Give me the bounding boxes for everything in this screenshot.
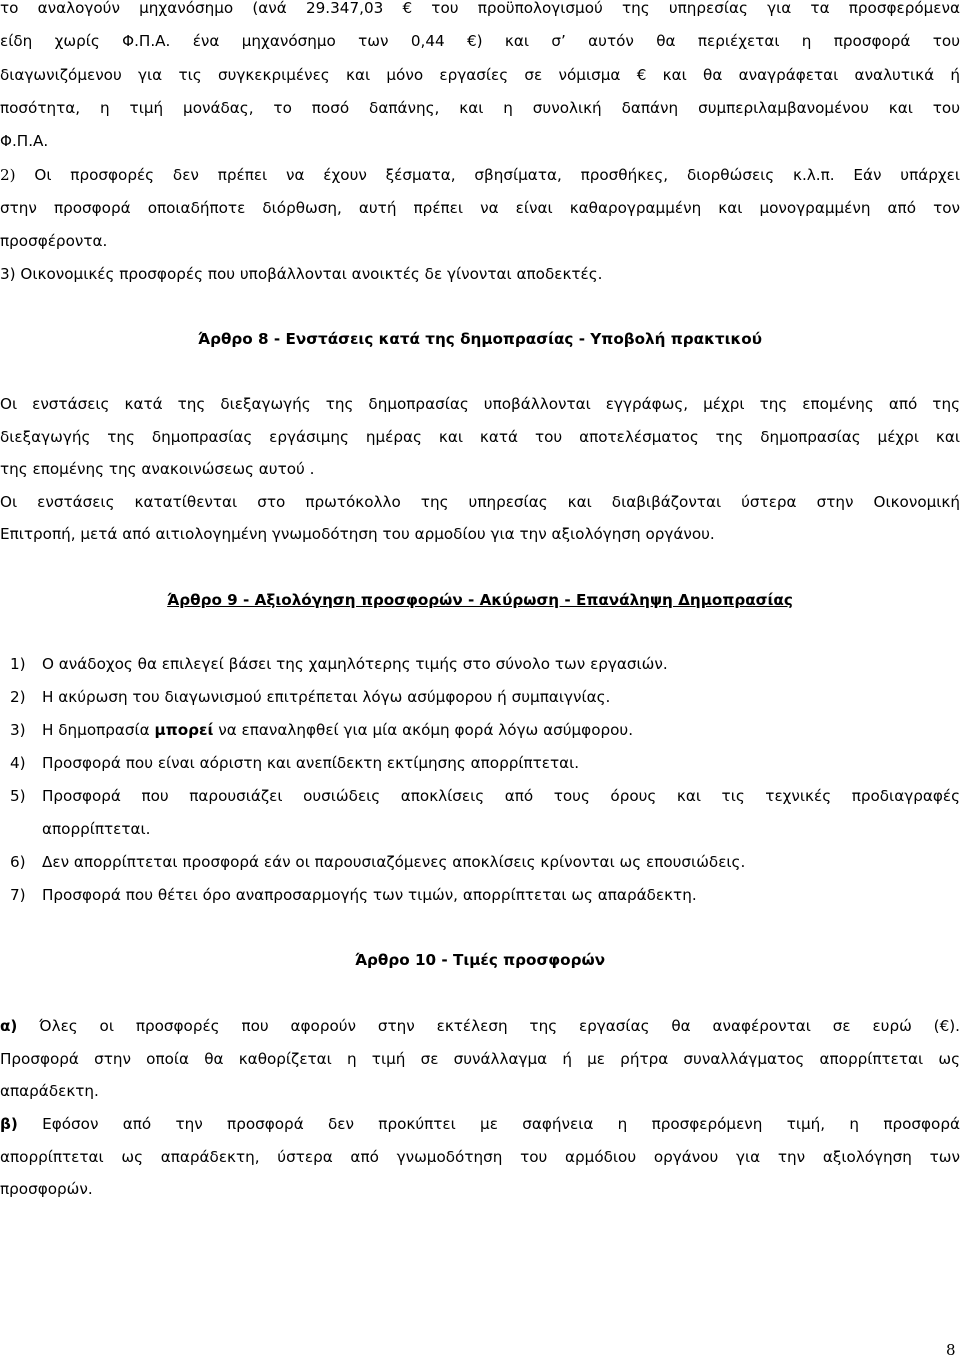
paragraph-2-line-1 <box>0 165 960 185</box>
intro-line-1: το αναλογούν μηχανόσημο (ανά 29.347,03 € του προϋπολογισμού της υπηρεσίας για τα προσφερόμενα <box>0 0 960 17</box>
paragraph-2-line-3: προσφέροντα. <box>0 232 108 250</box>
article-10-b-text: Εφόσον από την προσφορά δεν προκύπτει με σαφήνεια η προσφερόμενη τιμή, η προσφορά <box>42 1115 960 1133</box>
article-10-a-label: α) <box>0 1017 18 1035</box>
list-item-text <box>42 720 960 740</box>
article-8-line-5: Επιτροπή, μετά από αιτιολογημένη γνωμοδότηση του αρμοδίου για την αξιολόγηση οργάνου. <box>0 525 715 543</box>
intro-line-3: διαγωνιζόμενου για τις συγκεκριμένες και μόνο εργασίες σε νόμισμα € και θα αναγράφεται αναλυτικά ή <box>0 66 960 84</box>
list-item-text: Προσφορά που παρουσιάζει ουσιώδεις αποκλίσεις από τους όρους και τις τεχνικές προδιαγραφές <box>42 787 960 805</box>
article-8-line-4: Οι ενστάσεις κατατίθενται στο πρωτόκολλο της υπηρεσίας και διαβιβάζονται ύστερα στην Οικονομική <box>0 493 960 511</box>
list-item-text: Προσφορά που είναι αόριστη και ανεπίδεκτη εκτίμησης απορρίπτεται. <box>42 754 580 772</box>
paragraph-3: 3) Οικονομικές προσφορές που υποβάλλονται ανοικτές δε γίνονται αποδεκτές. <box>0 265 603 283</box>
list-item-number: 3) <box>10 721 26 739</box>
article-10-a-text: Όλες οι προσφορές που αφορούν στην εκτέλεση της εργασίας θα αναφέρονται σε ευρώ (€). <box>39 1017 960 1035</box>
article-10-a-line-3: απαράδεκτη. <box>0 1082 99 1100</box>
paragraph-2-line-2: στην προσφορά οποιαδήποτε διόρθωση, αυτή πρέπει να είναι καθαρογραμμένη και μονογραμμένη από τον <box>0 199 960 217</box>
article-10-b-line-1 <box>0 1114 960 1134</box>
article-10-heading: Άρθρο 10 - Τιμές προσφορών <box>354 951 606 969</box>
list-item-number: 1) <box>10 655 26 673</box>
list-item-text: Η ακύρωση του διαγωνισμού επιτρέπεται λόγω ασύμφορου ή συμπαιγνίας. <box>42 688 611 706</box>
list-item-text-start: Η δημοπρασία <box>42 721 155 739</box>
article-8-line-2: διεξαγωγής της δημοπρασίας εργάσιμης ημέρας και κατά του αποτελέσματος της δημοπρασίας μέχρι και <box>0 428 960 446</box>
page-number: 8 <box>946 1341 956 1359</box>
list-item-text: Προσφορά που θέτει όρο αναπροσαρμογής των τιμών, απορρίπτεται ως απαράδεκτη. <box>42 886 697 904</box>
list-item-number: 2) <box>10 688 26 706</box>
list-item-text: Δεν απορρίπτεται προσφορά εάν οι παρουσιαζόμενες αποκλίσεις κρίνονται ως επουσιώδεις. <box>42 853 746 871</box>
list-item-text-bold: μπορεί <box>154 721 214 739</box>
article-8-line-3: της επομένης της ανακοινώσεως αυτού . <box>0 460 315 478</box>
list-item-text-end: να επαναληφθεί για μία ακόμη φορά λόγω ασύμφορου. <box>213 721 634 739</box>
list-item-number: 7) <box>10 886 26 904</box>
article-10-a-line-2: Προσφορά στην οποία θα καθορίζεται η τιμή σε συνάλλαγμα ή με ρήτρα συναλλάγματος απορρίπτεται ως <box>0 1050 960 1068</box>
article-9-heading: Άρθρο 9 - Αξιολόγηση προσφορών - Ακύρωση - Επανάληψη Δημοπρασίας <box>167 591 793 609</box>
paragraph-2-number: 2) <box>0 166 16 184</box>
list-item-number: 5) <box>10 787 26 805</box>
article-8-heading: Άρθρο 8 - Ενστάσεις κατά της δημοπρασίας - Υποβολή πρακτικού <box>198 330 762 348</box>
article-10-a-line-1 <box>0 1016 960 1036</box>
list-item-text: Ο ανάδοχος θα επιλεγεί βάσει της χαμηλότερης τιμής στο σύνολο των εργασιών. <box>42 655 668 673</box>
list-item-number: 4) <box>10 754 26 772</box>
intro-line-2: είδη χωρίς Φ.Π.Α. ένα μηχανόσημο των 0,44 €) και σ’ αυτόν θα περιέχεται η προσφορά του <box>0 32 960 50</box>
article-10-b-line-3: προσφορών. <box>0 1180 93 1198</box>
list-item-number: 6) <box>10 853 26 871</box>
article-10-b-label: β) <box>0 1115 18 1133</box>
paragraph-2-text: Οι προσφορές δεν πρέπει να έχουν ξέσματα, σβησίματα, προσθήκες, διορθώσεις κ.λ.π. Εάν υπάρχει <box>34 166 960 184</box>
article-10-b-line-2: απορρίπτεται ως απαράδεκτη, ύστερα από γνωμοδότηση του αρμόδιου οργάνου για την αξιολόγηση των <box>0 1148 960 1166</box>
list-item-text-continued: απορρίπτεται. <box>42 820 151 838</box>
intro-line-5: Φ.Π.Α. <box>0 132 49 150</box>
article-8-line-1: Οι ενστάσεις κατά της διεξαγωγής της δημοπρασίας υποβάλλονται εγγράφως, μέχρι της επομένης από της <box>0 395 960 413</box>
intro-line-4: ποσότητα, η τιμή μονάδας, το ποσό δαπάνης, και η συνολική δαπάνη συμπεριλαμβανομένου και του <box>0 99 960 117</box>
